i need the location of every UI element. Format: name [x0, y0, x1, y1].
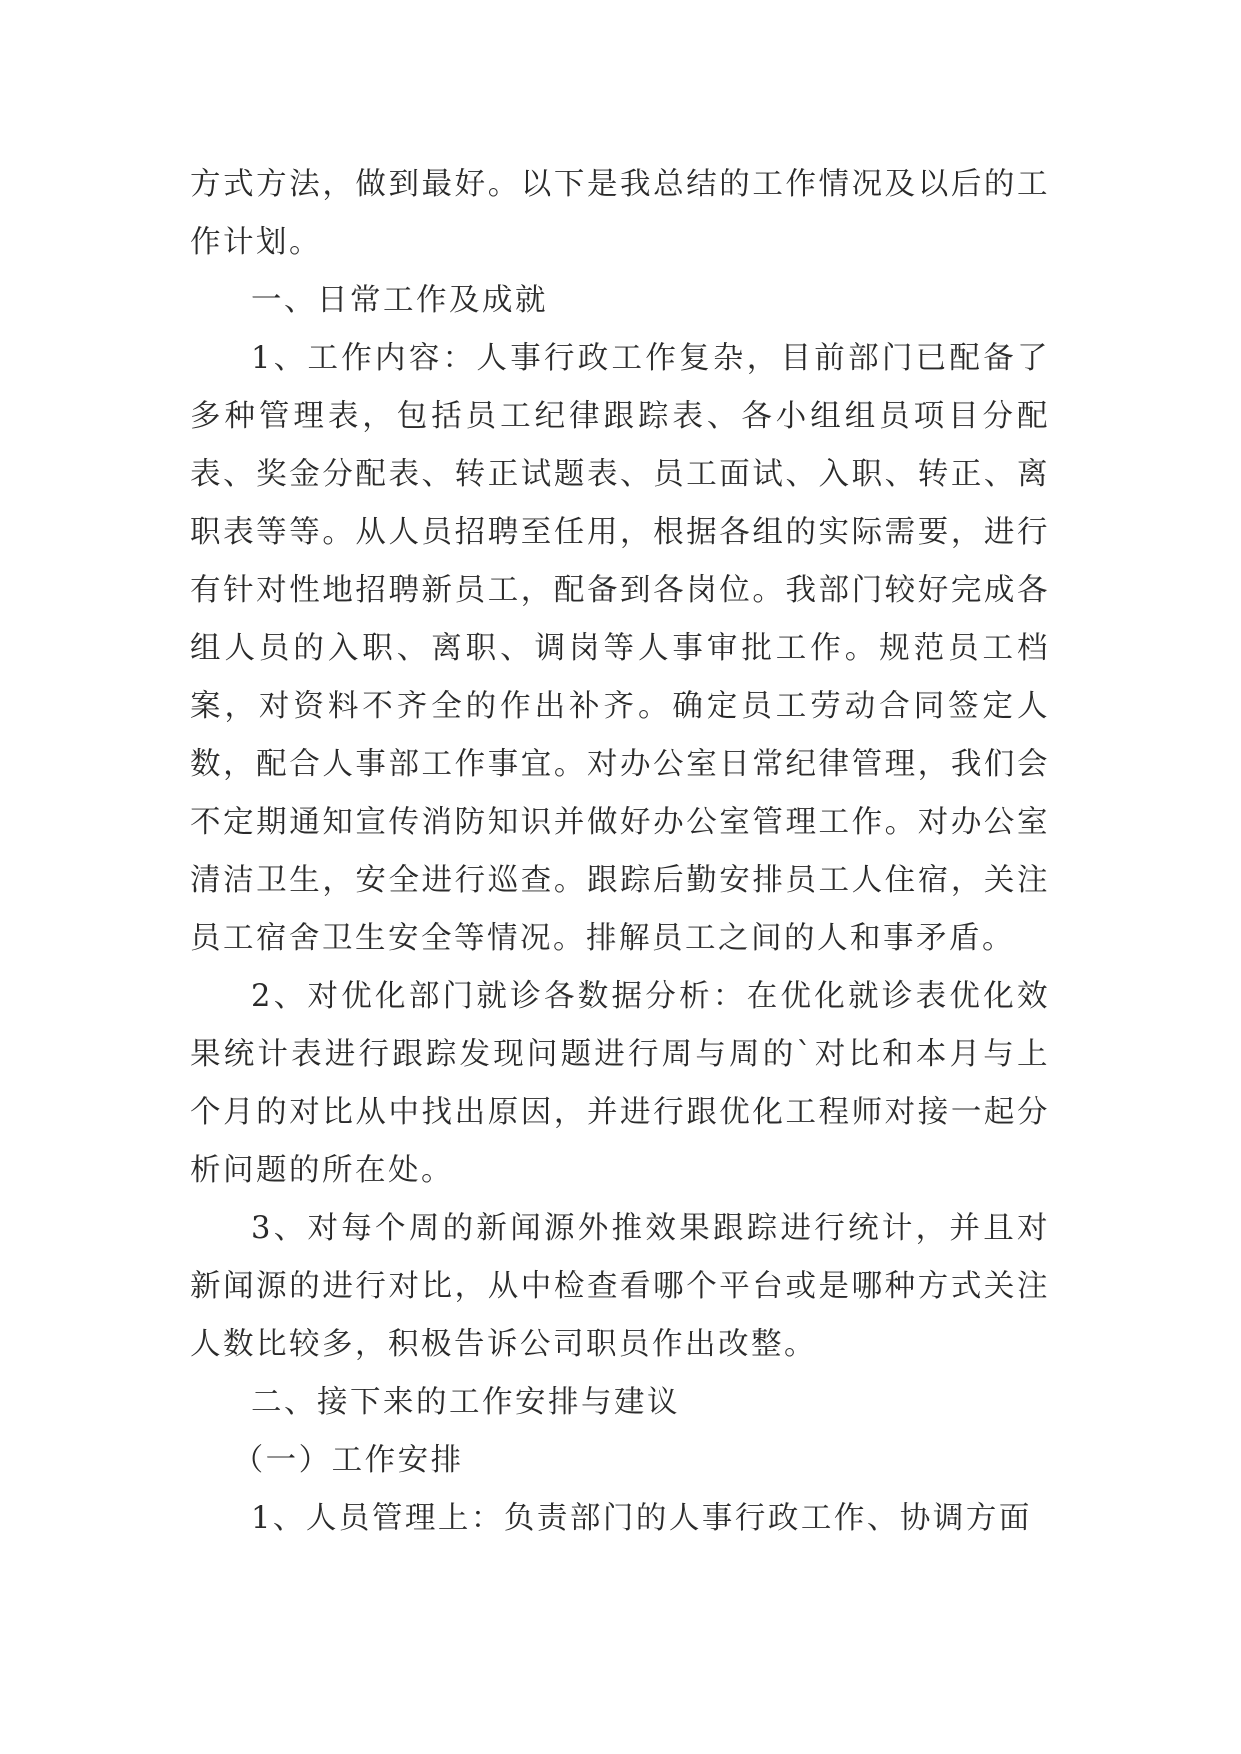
document-page	[190, 156, 1050, 1548]
section-heading-next-plans: 二、接下来的工作安排与建议	[251, 1385, 680, 1420]
paragraph-continuation: 方式方法，做到最好。以下是我总结的工作情况及以后的工作计划。	[190, 167, 1050, 260]
paragraph-data-analysis: 2、对优化部门就诊各数据分析：在优化就诊表优化效果统计表进行跟踪发现问题进行周与周的`对比和本月与上个月的对比从中找出原因，并进行跟优化工程师对接一起分析问题的所在处。	[190, 979, 1050, 1188]
subsection-heading-work-arrangement: （一）工作安排	[232, 1443, 464, 1478]
paragraph-news-source: 3、对每个周的新闻源外推效果跟踪进行统计，并且对新闻源的进行对比，从中检查看哪个平台或是哪种方式关注人数比较多，积极告诉公司职员作出改整。	[190, 1211, 1050, 1362]
paragraph-work-content: 1、工作内容：人事行政工作复杂，目前部门已配备了多种管理表，包括员工纪律跟踪表、各小组组员项目分配表、奖金分配表、转正试题表、员工面试、入职、转正、离职表等等。从人员招聘至任用，根据各组的实际需要，进行有针对性地招聘新员工，配备到各岗位。我部门较好完成各组人员的入职、离职、调岗等人事审批工作。规范员工档案，对资料不齐全的作出补齐。确定员工劳动合同签定人数，配合人事部工作事宜。对办公室日常纪律管理，我们会不定期通知宣传消防知识并做好办公室管理工作。对办公室清洁卫生，安全进行巡查。跟踪后勤安排员工人住宿，关注员工宿舍卫生安全等情况。排解员工之间的人和事矛盾。	[190, 341, 1050, 956]
paragraph-personnel-management: 1、人员管理上：负责部门的人事行政工作、协调方面	[251, 1501, 1032, 1536]
section-heading-daily-work: 一、日常工作及成就	[251, 283, 548, 318]
